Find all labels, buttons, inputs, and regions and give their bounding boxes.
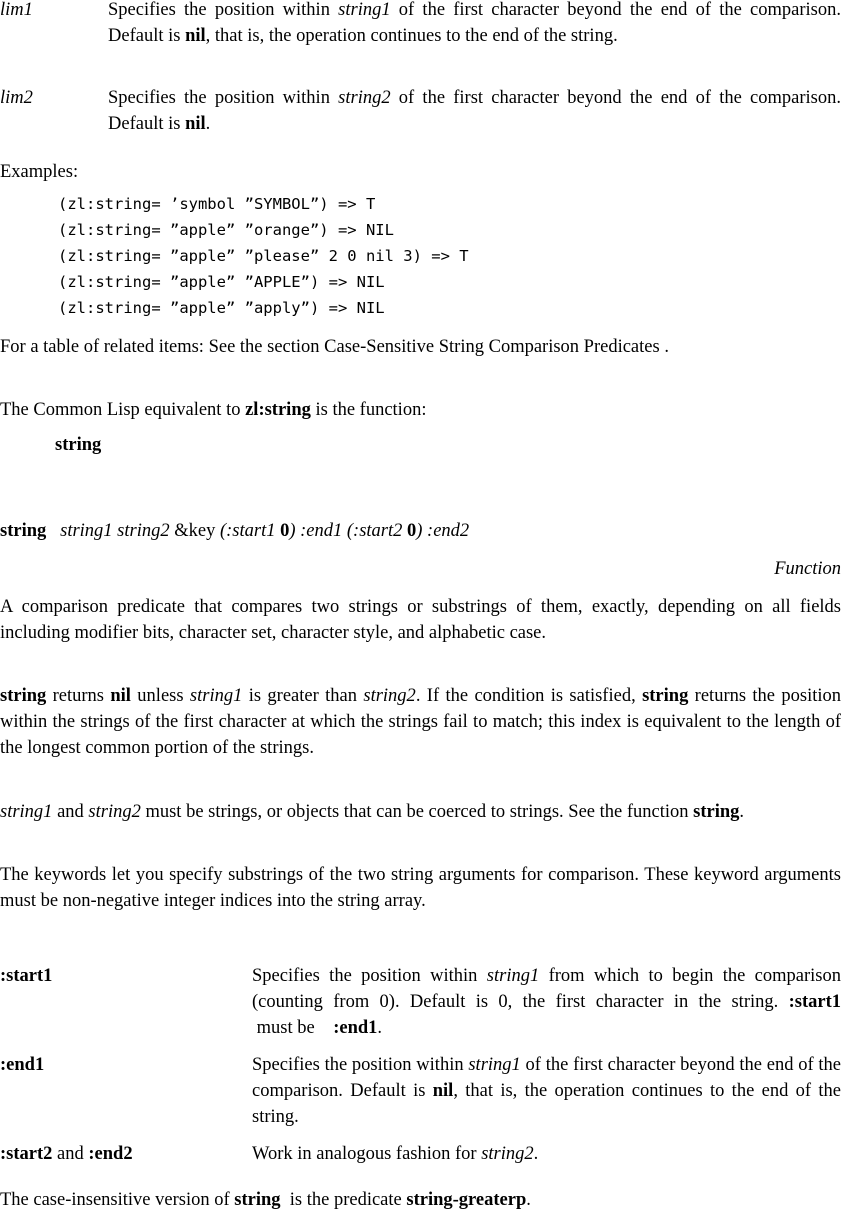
param-term-lim2: lim2	[0, 88, 33, 108]
code-example-2: (zl:string= ”apple” ”orange”) => NIL	[58, 221, 394, 239]
keyword-term-start2-end2: :start2 and :end2	[0, 1144, 133, 1164]
param-desc-lim1: Specifies the position within string1 of the first character beyond the end of the comparison. Default is nil, that is, the operation continues to the end of the string.	[108, 0, 841, 46]
related-items-paragraph: For a table of related items: See the section Case-Sensitive String Comparison Predicates .	[0, 337, 669, 357]
keyword-term-end1: :end1	[0, 1055, 45, 1075]
keyword-desc-start2-end2: Work in analogous fashion for string2.	[252, 1144, 539, 1164]
code-example-5: (zl:string= ”apple” ”apply”) => NIL	[58, 299, 385, 317]
description-paragraph-3: string1 and string2 must be strings, or objects that can be coerced to strings. See the function string.	[0, 802, 745, 822]
function-signature: string string1 string2 &key (:start1 0) :end1 (:start2 0) :end2	[0, 521, 470, 541]
description-paragraph-2: string returns nil unless string1 is greater than string2. If the condition is satisfied, string returns the position within the strings of the first character at which the strings fail to match; this index is equivalent to the length of the longest common portion of the strings.	[0, 686, 841, 758]
description-paragraph-1: A comparison predicate that compares two strings or substrings of them, exactly, depending on all fields including modifier bits, character set, character style, and alphabetic case.	[0, 597, 841, 643]
keyword-desc-end1: Specifies the position within string1 of the first character beyond the end of the comparison. Default is nil, that is, the operation continues to the end of the string.	[252, 1055, 841, 1127]
code-example-3: (zl:string= ”apple” ”please” 2 0 nil 3) => T	[58, 247, 469, 265]
keyword-desc-start1: Specifies the position within string1 from which to begin the comparison (counting from 0). Default is 0, the first character in the string. :start1 must be :end1.	[252, 966, 841, 1038]
examples-label: Examples:	[0, 162, 79, 182]
description-paragraph-4: The keywords let you specify substrings of the two string arguments for comparison. These keyword arguments must be non-negative integer indices into the string array.	[0, 865, 841, 911]
equivalent-paragraph: The Common Lisp equivalent to zl:string is the function:	[0, 400, 427, 420]
entry-kind: Function	[774, 559, 841, 579]
equivalent-function-name: string	[55, 435, 102, 455]
final-paragraph: The case-insensitive version of string is the predicate string-greaterp.	[0, 1190, 531, 1210]
keyword-term-start1: :start1	[0, 966, 53, 986]
param-desc-lim2: Specifies the position within string2 of the first character beyond the end of the comparison. Default is nil.	[108, 88, 841, 134]
code-example-1: (zl:string= ’symbol ”SYMBOL”) => T	[58, 195, 376, 213]
code-example-4: (zl:string= ”apple” ”APPLE”) => NIL	[58, 273, 385, 291]
param-term-lim1: lim1	[0, 0, 33, 20]
section-link[interactable]: Case-Sensitive String Comparison Predicates	[324, 337, 660, 357]
